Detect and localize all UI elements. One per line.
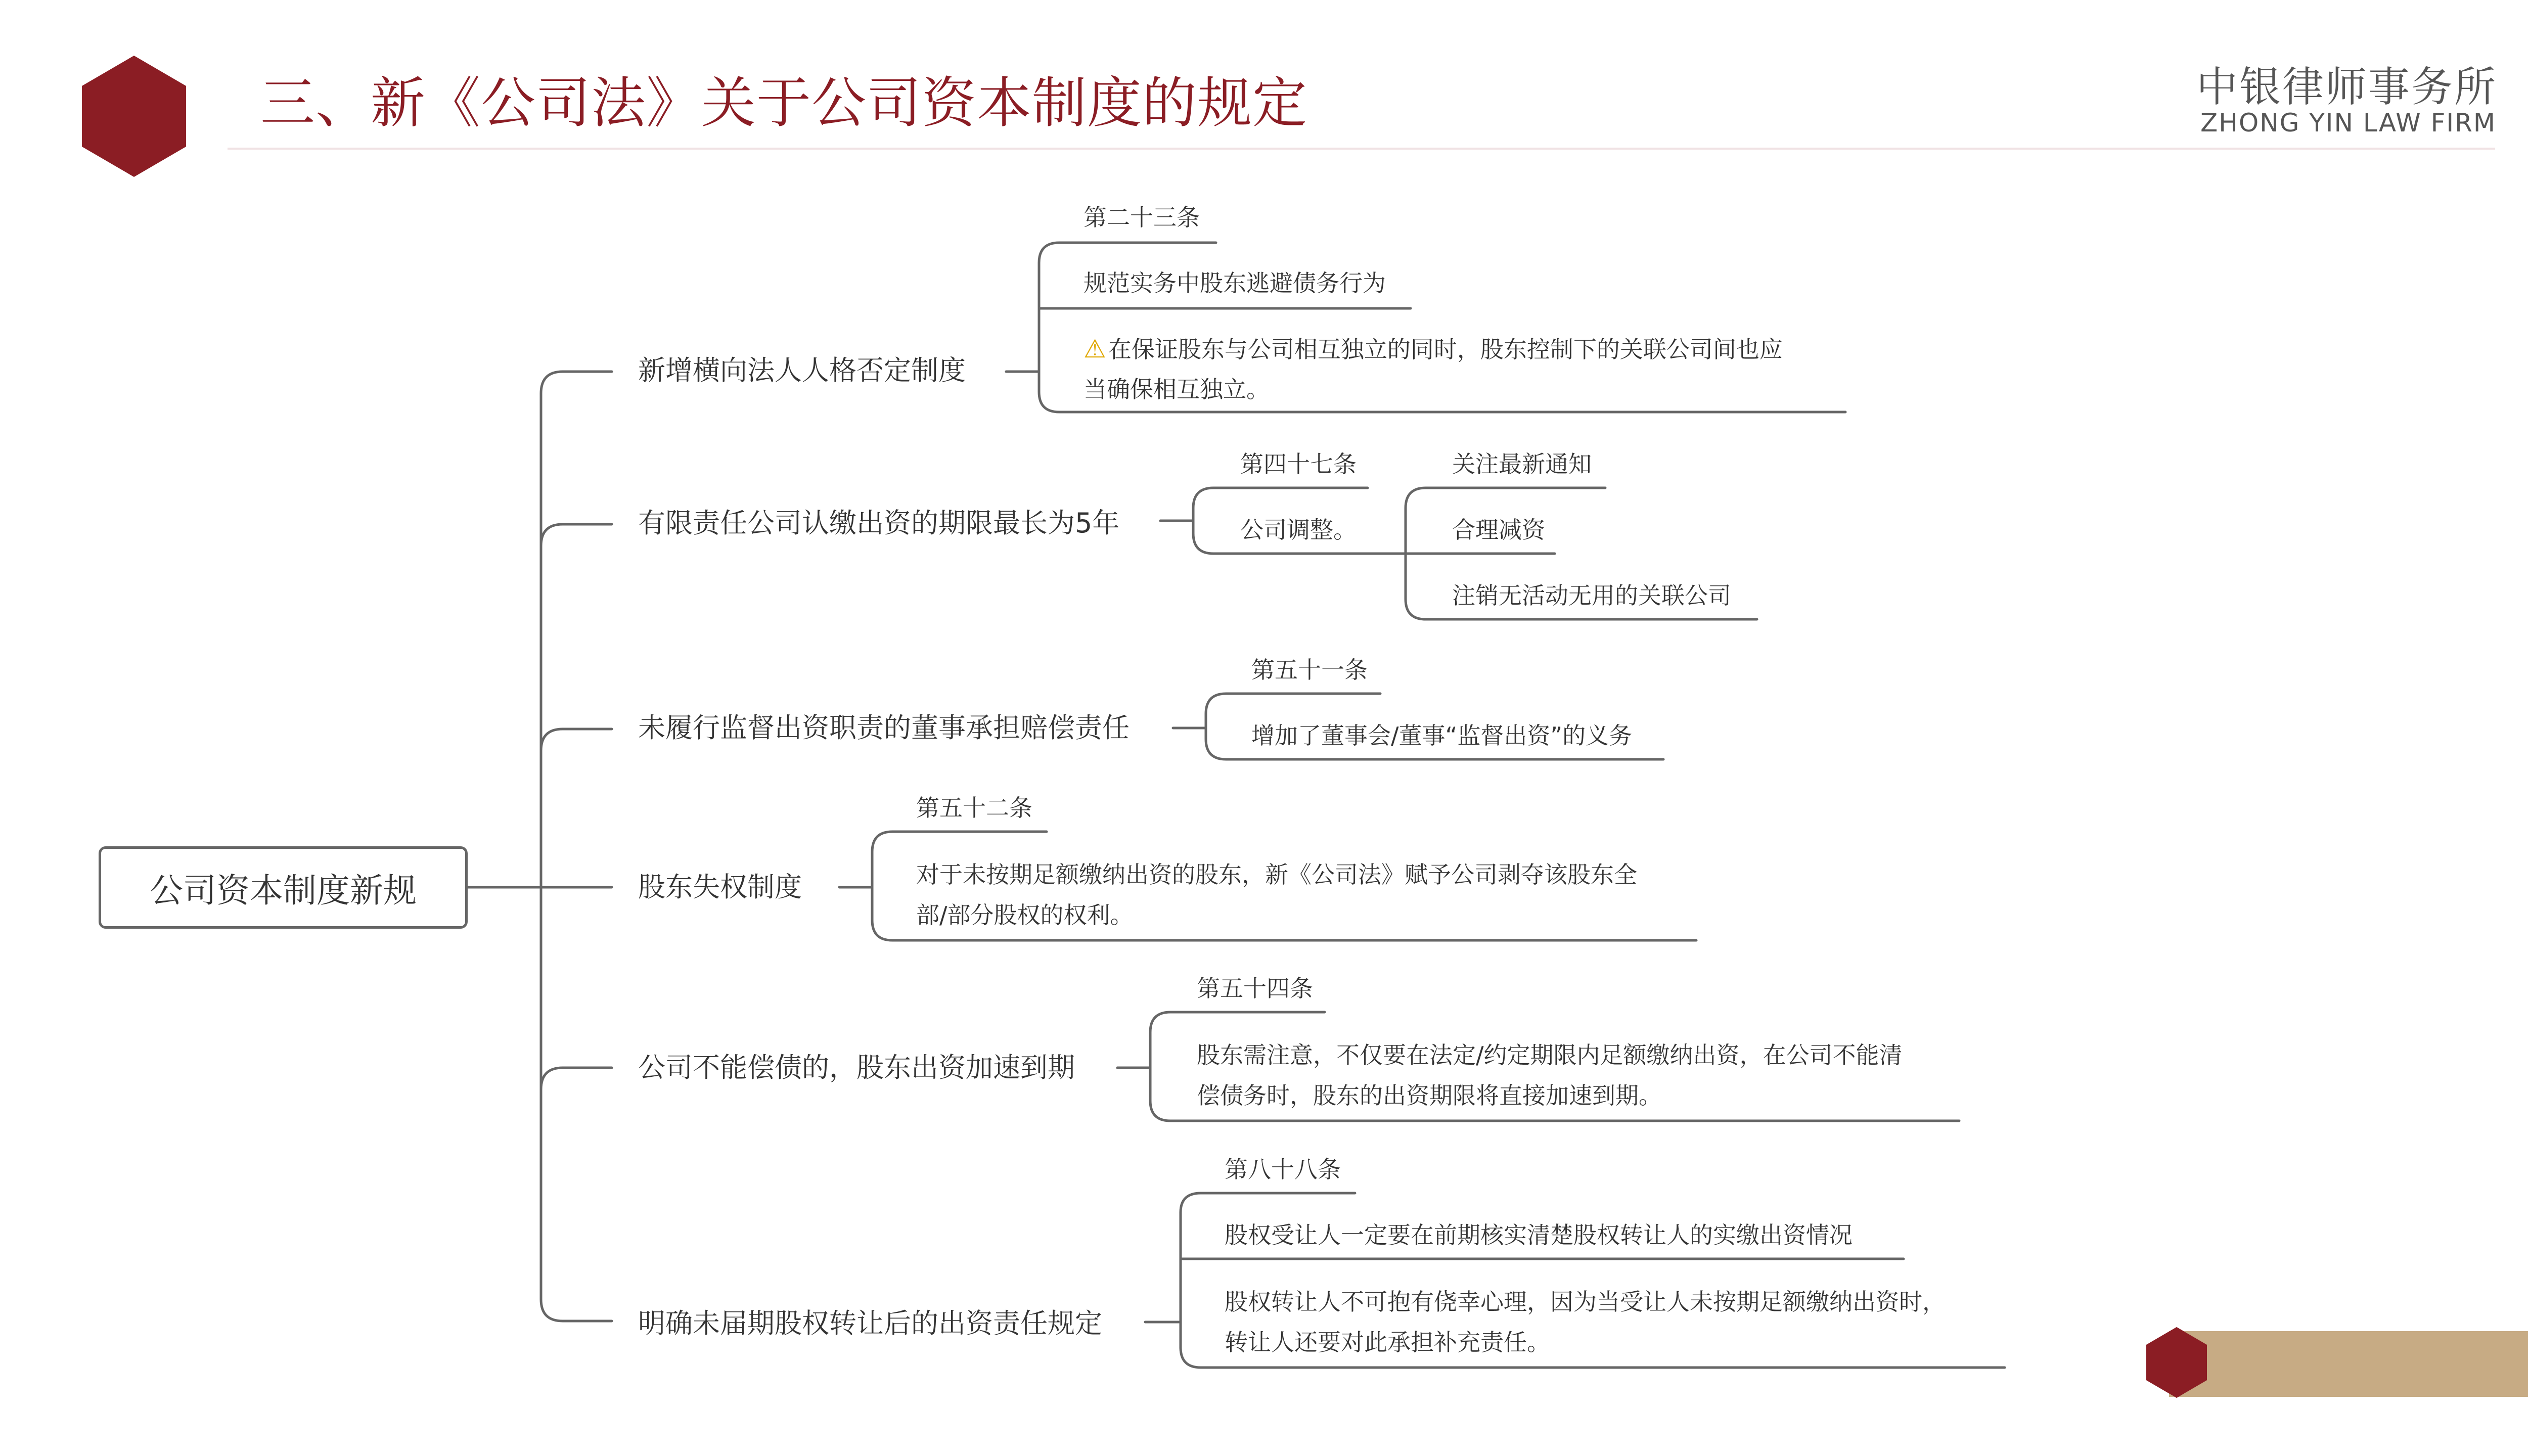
branch-5-label: 公司不能偿债的，股东出资加速到期 <box>638 1052 1075 1083</box>
trunk-line <box>541 393 612 1321</box>
branch-3-label: 未履行监督出资职责的董事承担赔偿责任 <box>638 712 1130 744</box>
branch-1-warning-line-1 <box>1084 334 1783 365</box>
branch-6-text-1: 股权转让人不可抱有侥幸心理，因为当受让人未按期足额缴纳出资时， <box>1225 1288 1946 1315</box>
branch-3-article: 第五十一条 <box>1251 656 1368 684</box>
branch-1-item-1: 规范实务中股东逃避债务行为 <box>1084 269 1386 297</box>
footer-hexagon-overlay <box>2144 1325 2209 1400</box>
brand-hexagon-icon <box>82 56 186 177</box>
trunk-branch-3 <box>541 729 612 751</box>
branch-2-label: 有限责任公司认缴出资的期限最长为5年 <box>638 507 1120 539</box>
page-title: 三、新《公司法》关于公司资本制度的规定 <box>260 72 1308 135</box>
branch-6-text-2: 转让人还要对此承担补充责任。 <box>1225 1329 1550 1356</box>
branch-6-article: 第八十八条 <box>1225 1156 1341 1183</box>
footer-accent-bar <box>2169 1331 2528 1397</box>
branch-6-label: 明确未届期股权转让后的出资责任规定 <box>638 1307 1102 1339</box>
branch-2-sub-item-3: 注销无活动无用的关联公司 <box>1452 582 1731 609</box>
b6-article-underline <box>1181 1193 1355 1213</box>
branch-4-text-2: 部/部分股权的权利。 <box>916 901 1134 929</box>
warning-icon: ⚠ <box>1084 334 1106 363</box>
branch-1-article: 第二十三条 <box>1084 204 1200 231</box>
branch-2-sub-item-1: 关注最新通知 <box>1452 450 1592 478</box>
branch-2-article: 第四十七条 <box>1240 450 1357 478</box>
branch-5-text-1: 股东需注意，不仅要在法定/约定期限内足额缴纳出资，在公司不能清 <box>1197 1041 1903 1069</box>
branch-1-label: 新增横向法人人格否定制度 <box>638 354 966 386</box>
trunk-branch-1 <box>541 372 612 393</box>
firm-name-cn: 中银律师事务所 <box>2196 63 2498 111</box>
branch-2-item: 公司调整。 <box>1240 516 1357 543</box>
trunk-branch-5 <box>541 1068 612 1089</box>
title-divider <box>228 148 2495 150</box>
firm-name-en: ZHONG YIN LAW FIRM <box>2200 108 2497 138</box>
branch-4-label: 股东失权制度 <box>638 871 802 903</box>
branch-4-article: 第五十二条 <box>916 794 1032 822</box>
mindmap-root: 公司资本制度新规 <box>99 846 468 929</box>
branch-1-warning-text-1: 在保证股东与公司相互独立的同时，股东控制下的关联公司间也应 <box>1108 336 1783 363</box>
branch-2-sub-item-2: 合理减资 <box>1452 516 1545 543</box>
branch-3-item: 增加了董事会/董事“监督出资”的义务 <box>1251 722 1633 749</box>
branch-5-article: 第五十四条 <box>1197 975 1313 1002</box>
branch-1-warning-text-2: 当确保相互独立。 <box>1084 376 1270 403</box>
trunk-branch-2 <box>541 524 612 546</box>
branch-5-text-2: 偿债务时，股东的出资期限将直接加速到期。 <box>1197 1082 1662 1109</box>
branch-4-text-1: 对于未按期足额缴纳出资的股东，新《公司法》赋予公司剥夺该股东全 <box>916 861 1637 888</box>
branch-6-item: 股权受让人一定要在前期核实清楚股权转让人的实缴出资情况 <box>1225 1221 1853 1249</box>
